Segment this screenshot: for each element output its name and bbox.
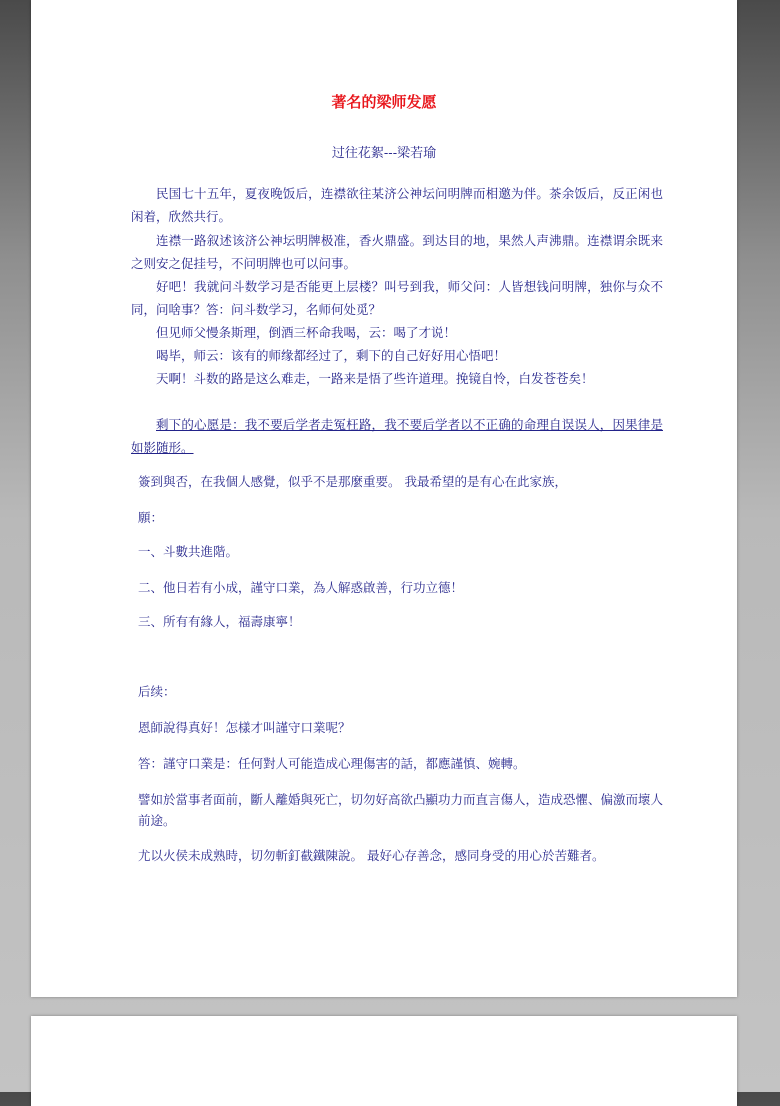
document-page-2 [31, 1016, 737, 1106]
text-line: 譬如於當事者面前，斷人離婚與死亡，切勿好高欲凸顯功力而直言傷人，造成恐懼、偏激而壞人前途。 [138, 792, 664, 828]
text-line: 願： [138, 510, 164, 525]
paragraph: 连襟一路叙述该济公神坛明牌极准，香火鼎盛。到达目的地，果然人声沸鼎。连襟谓余既来之则安之促挂号，不问明牌也可以问事。 [131, 233, 663, 271]
list-item: 三、所有有緣人，福壽康寧！ [138, 614, 301, 629]
document-title: 著名的梁师发愿 [331, 93, 437, 111]
list-item: 一、斗數共進階。 [138, 544, 239, 559]
paragraph: 民国七十五年，夏夜晚饭后，连襟欲往某济公神坛问明牌而相邀为伴。茶余饭后，反正闲也闲着，欣然共行。 [131, 186, 663, 224]
paragraph: 好吧！我就问斗数学习是否能更上层楼？叫号到我，师父问：人皆想钱问明牌，独你与众不同，问啥事？答：问斗数学习，名师何处觅？ [131, 279, 663, 317]
paragraph: 天啊！斗数的路是这么难走，一路来是悟了些许道理。挽镜自怜，白发苍苍矣！ [156, 371, 594, 386]
document-page-1 [31, 0, 737, 997]
paragraph: 喝毕，师云：该有的师缘都经过了，剩下的自己好好用心悟吧！ [156, 348, 507, 363]
text-line: 答：謹守口業是：任何對人可能造成心理傷害的話，都應謹慎、婉轉。 [138, 756, 526, 771]
paragraph: 但见师父慢条斯理，倒酒三杯命我喝，云：喝了才说！ [156, 325, 457, 340]
paragraph-underlined: 剩下的心愿是：我不要后学者走冤枉路，我不要后学者以不正确的命理自误误人，因果律是如影随形。 [131, 417, 663, 455]
text-line: 后续： [138, 684, 176, 699]
list-item: 二、他日若有小成，謹守口業，為人解惑啟善，行功立德！ [138, 580, 464, 595]
text-line: 尤以火侯未成熟時，切勿斬釘截鐵陳說。 最好心存善念，感同身受的用心於苦難者。 [138, 848, 605, 863]
text-line: 簽到與否，在我個人感覺，似乎不是那麼重要。 我最希望的是有心在此家族， [138, 474, 567, 489]
document-subtitle: 过往花絮---梁若瑜 [331, 146, 437, 161]
text-line: 恩師說得真好！怎樣才叫謹守口業呢？ [138, 720, 351, 735]
